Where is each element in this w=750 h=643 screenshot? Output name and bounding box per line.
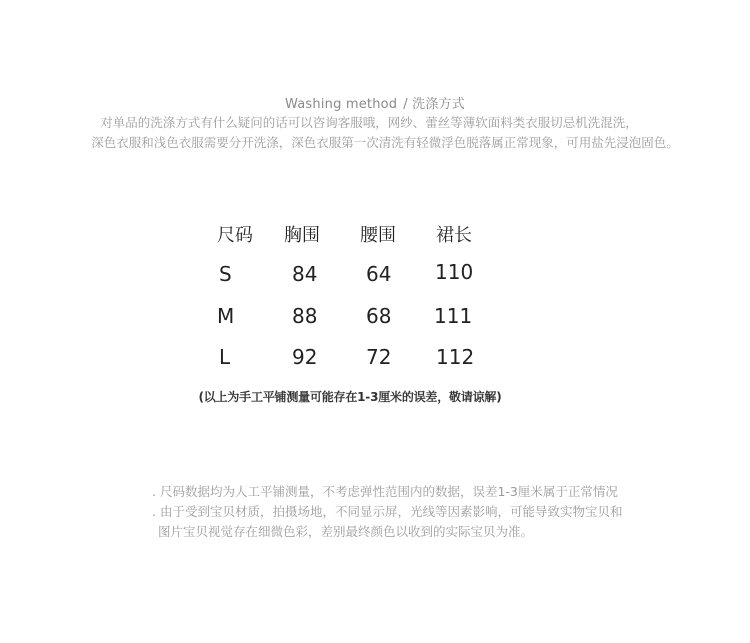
row-s-waist: 64 [366, 262, 392, 286]
washing-title-chinese: / 洗涤方式 [403, 97, 465, 112]
washing-instruction-line-1: 对单品的洗涤方式有什么疑问的话可以咨询客服哦，网纱、蕾丝等薄软面料类衣服切忌机洗混洗， [100, 115, 638, 130]
disclaimer-line-2: . 由于受到宝贝材质，拍摄场地，不同显示屏，光线等因素影响，可能导致实物宝贝和 [152, 504, 623, 519]
row-m-size: M [217, 304, 235, 328]
measurement-note [0, 388, 750, 405]
disclaimer-line-3: 图片宝贝视觉存在细微色彩，差别最终颜色以收到的实际宝贝为准。 [158, 524, 534, 539]
header-length: 裙长 [436, 225, 472, 246]
row-l-waist: 72 [366, 345, 392, 369]
row-s-size: S [219, 262, 232, 286]
row-s-bust: 84 [292, 262, 318, 286]
row-l-length: 112 [436, 345, 475, 369]
measurement-note-text: (以上为手工平铺测量可能存在1-3厘米的误差，敬请谅解) [198, 390, 502, 404]
washing-title-english: Washing method [285, 97, 398, 112]
header-bust: 胸围 [284, 225, 320, 246]
row-l-size: L [219, 345, 231, 369]
row-m-bust: 88 [292, 304, 318, 328]
header-waist: 腰围 [360, 225, 396, 246]
disclaimer-line-1: . 尺码数据均为人工平铺测量，不考虑弹性范围内的数据，误差1-3厘米属于正常情况 [152, 484, 618, 499]
row-s-length: 110 [435, 260, 474, 284]
row-m-length: 111 [434, 304, 473, 328]
row-l-bust: 92 [292, 345, 318, 369]
washing-instruction-line-2: 深色衣服和浅色衣服需要分开洗涤，深色衣服第一次清洗有轻微浮色脱落属正常现象，可用盐先浸泡固色。 [91, 135, 679, 150]
row-m-waist: 68 [366, 304, 392, 328]
header-size: 尺码 [217, 225, 253, 246]
